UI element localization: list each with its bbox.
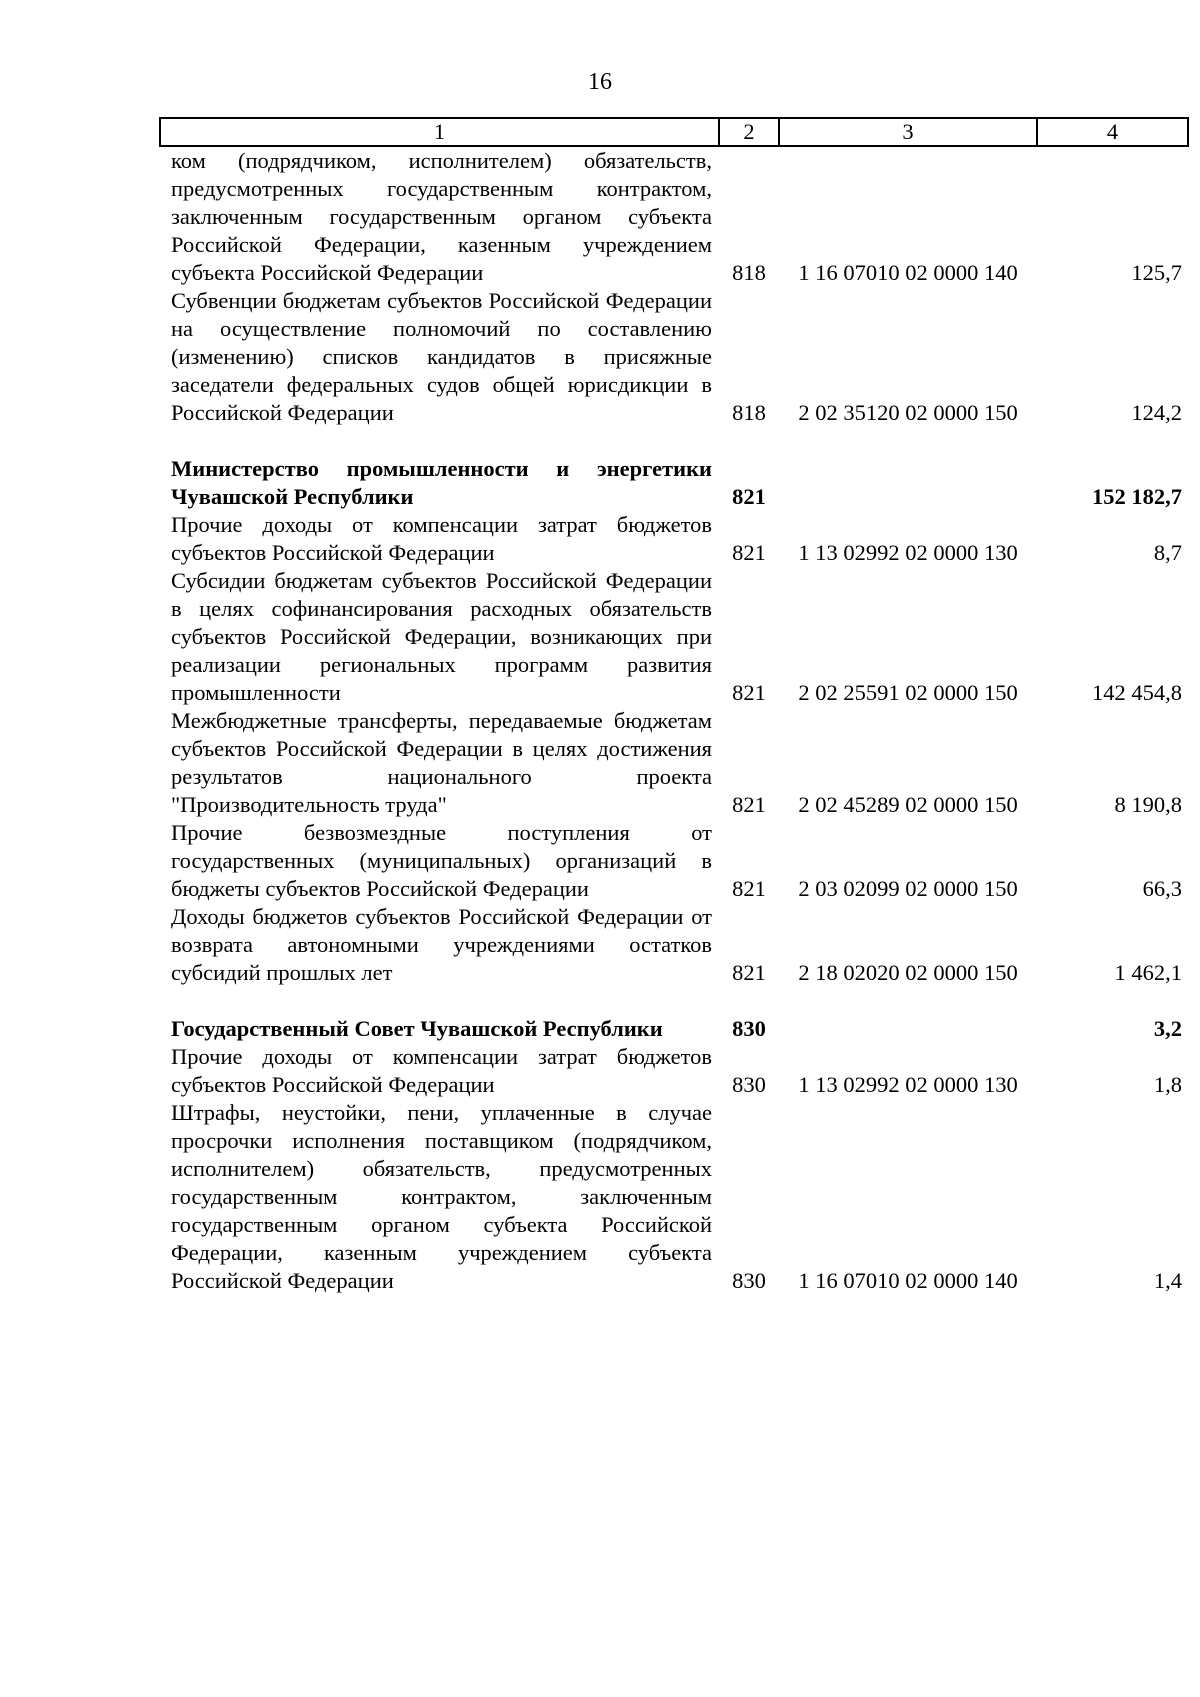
- page-number: 16: [588, 69, 612, 95]
- row-amount: 1,4: [1153, 1268, 1182, 1293]
- row-budget-code: 1 13 02992 02 0000 130: [798, 1072, 1018, 1097]
- row-budget-code: 1 16 07010 02 0000 140: [798, 260, 1018, 285]
- row-amount: 1 462,1: [1114, 960, 1182, 985]
- row-amount: 8,7: [1153, 540, 1182, 565]
- row-budget-code: 2 02 25591 02 0000 150: [798, 680, 1018, 705]
- table-row: [160, 903, 1188, 987]
- row-description: Субвенции бюджетам субъектов Российской Федерации на осуществление полномочий по составлению (изменению) списков кандидатов в присяжные заседатели федеральных судов общей юрисдикции в Российской Федерации: [171, 288, 712, 425]
- table-row: [160, 707, 1188, 819]
- row-description: ком (подрядчиком, исполнителем) обязательств, предусмотренных государственным контрактом, заключенным государственным органом субъекта Российской Федерации, казенным учреждением субъекта Российской Федерации: [171, 148, 712, 285]
- section-heading-row: [160, 1015, 1188, 1043]
- row-description: Прочие доходы от компенсации затрат бюджетов субъектов Российской Федерации: [171, 512, 712, 565]
- column-header-3: 3: [779, 118, 1037, 146]
- row-admin-code: 830: [732, 1072, 766, 1097]
- section-title: Государственный Совет Чувашской Республики: [171, 1016, 663, 1041]
- section-heading-row: [160, 455, 1188, 511]
- table-row: [160, 511, 1188, 567]
- column-header-1: 1: [160, 118, 719, 146]
- section-admin-code: 830: [732, 1016, 766, 1041]
- row-description: Межбюджетные трансферты, передаваемые бюджетам субъектов Российской Федерации в целях достижения результатов национального проекта "Производительность труда": [171, 708, 712, 817]
- row-admin-code: 821: [732, 540, 766, 565]
- section-budget-code: [779, 455, 1037, 511]
- section-admin-code: 821: [732, 484, 766, 509]
- revenue-table: [159, 117, 1189, 1295]
- row-admin-code: 821: [732, 680, 766, 705]
- column-header-2: 2: [719, 118, 779, 146]
- row-amount: 125,7: [1131, 260, 1182, 285]
- table-row: [160, 819, 1188, 903]
- table-row: [160, 1043, 1188, 1099]
- row-budget-code: 1 13 02992 02 0000 130: [798, 540, 1018, 565]
- section-spacer: [160, 427, 1188, 455]
- row-amount: 8 190,8: [1114, 792, 1182, 817]
- row-amount: 124,2: [1131, 400, 1182, 425]
- row-description: Прочие доходы от компенсации затрат бюджетов субъектов Российской Федерации: [171, 1044, 712, 1097]
- row-description: Прочие безвозмездные поступления от государственных (муниципальных) организаций в бюджеты субъектов Российской Федерации: [171, 820, 712, 901]
- row-budget-code: 1 16 07010 02 0000 140: [798, 1268, 1018, 1293]
- row-admin-code: 821: [732, 876, 766, 901]
- row-admin-code: 818: [732, 400, 766, 425]
- row-description: Субсидии бюджетам субъектов Российской Федерации в целях софинансирования расходных обязательств субъектов Российской Федерации, возникающих при реализации региональных программ развития промышленности: [171, 568, 712, 705]
- row-description: Доходы бюджетов субъектов Российской Федерации от возврата автономными учреждениями остатков субсидий прошлых лет: [171, 904, 712, 985]
- row-description: Штрафы, неустойки, пени, уплаченные в случае просрочки исполнения поставщиком (подрядчиком, исполнителем) обязательств, предусмотренных государственным контрактом, заключенным государственным органом субъекта Российской Федерации, казенным учреждением субъекта Российской Федерации: [171, 1100, 712, 1293]
- row-budget-code: 2 03 02099 02 0000 150: [798, 876, 1018, 901]
- row-admin-code: 821: [732, 960, 766, 985]
- row-admin-code: 830: [732, 1268, 766, 1293]
- table-header-row: [160, 118, 1188, 146]
- table-row: [160, 287, 1188, 427]
- table-row: [160, 567, 1188, 707]
- column-header-4: 4: [1037, 118, 1188, 146]
- section-total: 152 182,7: [1092, 484, 1182, 509]
- row-amount: 142 454,8: [1092, 680, 1182, 705]
- section-budget-code: [779, 1015, 1037, 1043]
- section-total: 3,2: [1153, 1016, 1182, 1041]
- section-title: Министерство промышленности и энергетики Чувашской Республики: [171, 456, 712, 509]
- table-row: [160, 1099, 1188, 1295]
- row-amount: 66,3: [1142, 876, 1182, 901]
- row-budget-code: 2 02 45289 02 0000 150: [798, 792, 1018, 817]
- row-admin-code: 821: [732, 792, 766, 817]
- row-budget-code: 2 02 35120 02 0000 150: [798, 400, 1018, 425]
- row-admin-code: 818: [732, 260, 766, 285]
- table-row: [160, 146, 1188, 287]
- section-spacer: [160, 987, 1188, 1015]
- row-budget-code: 2 18 02020 02 0000 150: [798, 960, 1018, 985]
- row-amount: 1,8: [1153, 1072, 1182, 1097]
